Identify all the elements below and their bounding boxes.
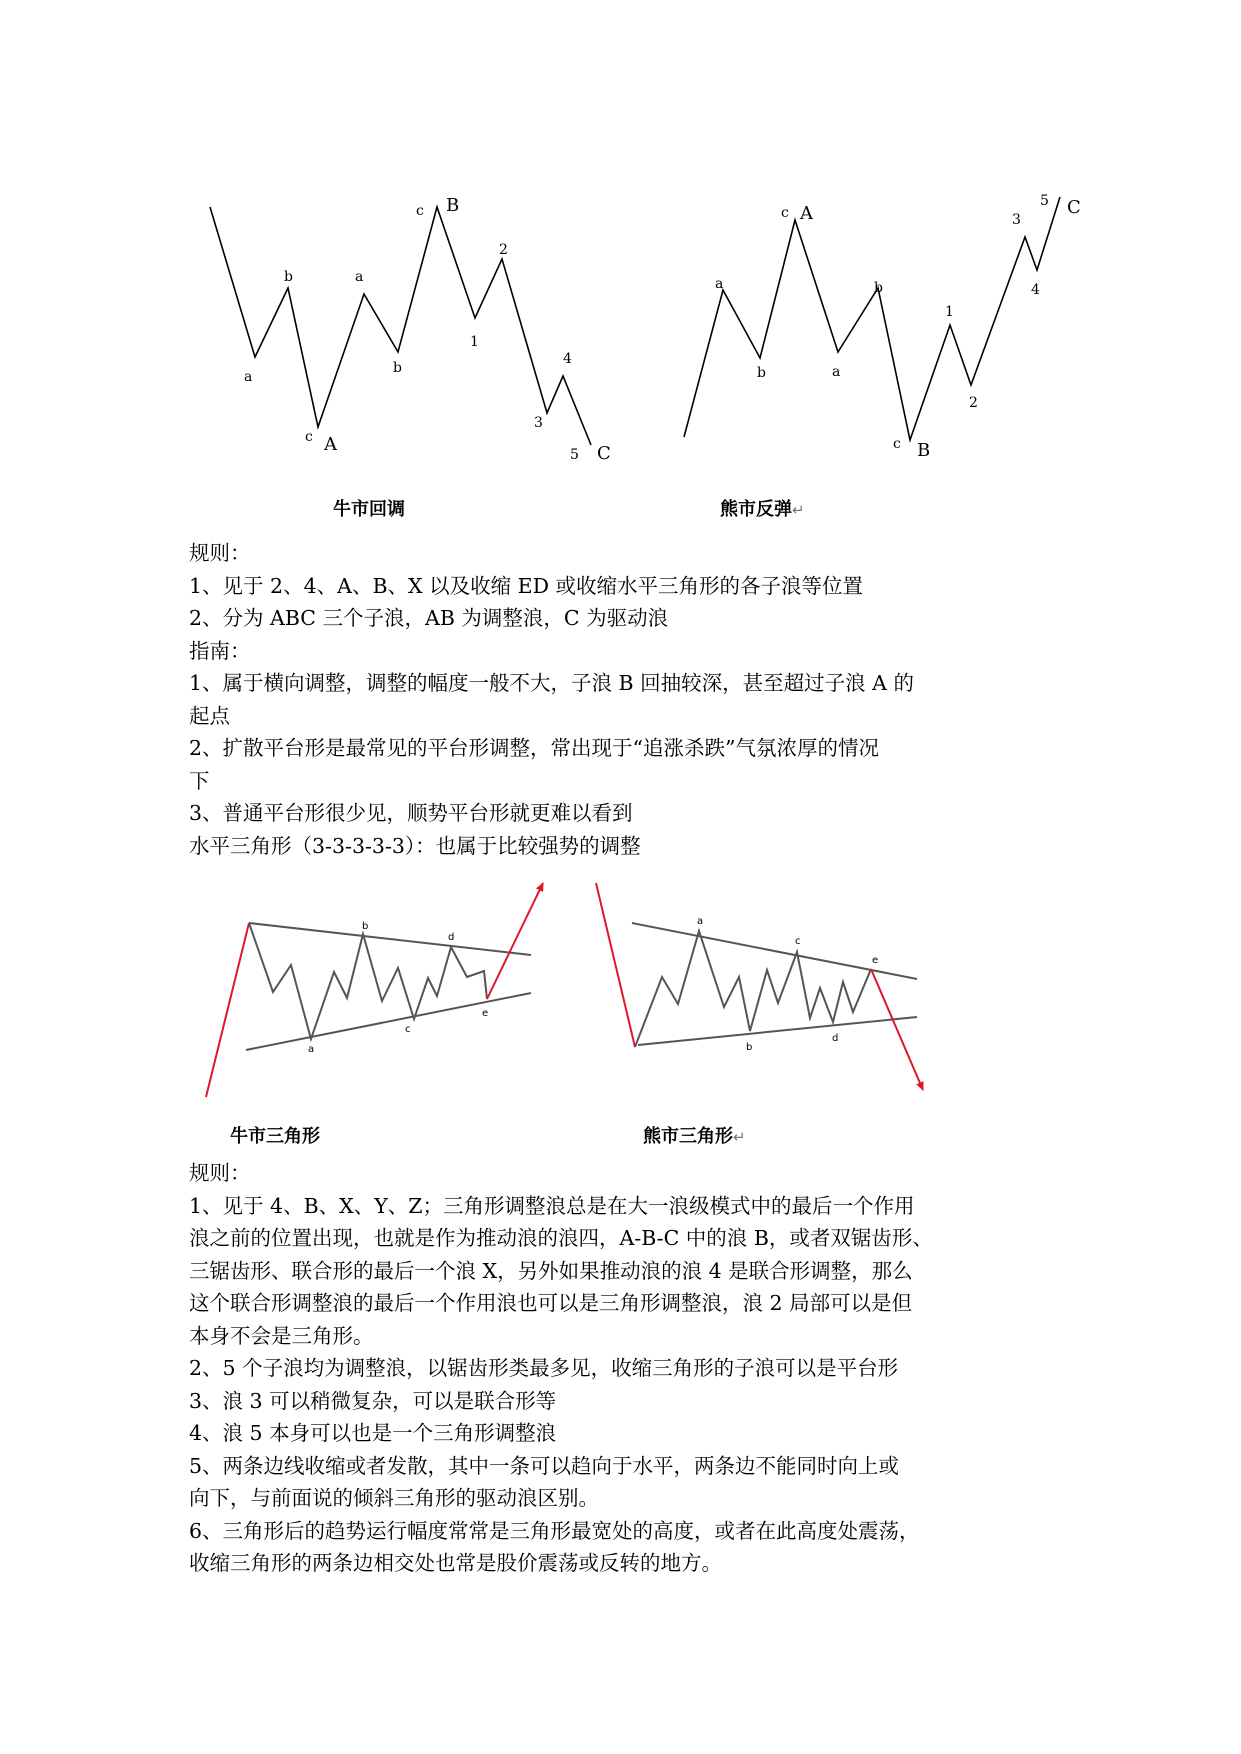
label-a2: a <box>832 364 841 380</box>
label-w1: 1 <box>945 304 954 320</box>
rule-line: 收缩三角形的两条边相交处也常是股价震荡或反转的地方。 <box>189 1551 722 1575</box>
guide-title: 指南： <box>189 638 251 663</box>
triangle-heading: 水平三角形（3-3-3-3-3）：也属于比较强势的调整 <box>189 833 641 858</box>
label-w3: 3 <box>1012 212 1021 228</box>
label-c-A-A: A <box>800 203 813 224</box>
label-b1: b <box>284 269 293 285</box>
rule-line: 浪之前的位置出现，也就是作为推动浪的浪四，A-B-C 中的浪 B，或者双锯齿形、 <box>189 1226 933 1250</box>
label-a: a <box>308 1044 315 1055</box>
label-c: c <box>405 1024 411 1035</box>
label-a1: a <box>715 276 724 292</box>
label-wC: C <box>597 443 611 464</box>
return-mark: ↵ <box>792 501 805 519</box>
rule-line: 向下，与前面说的倾斜三角形的驱动浪区别。 <box>189 1486 599 1510</box>
label-e: e <box>482 1008 489 1019</box>
label-c: c <box>795 936 801 947</box>
guide-line: 1、属于横向调整，调整的幅度一般不大，子浪 B 回抽较深，甚至超过子浪 A 的 <box>189 671 914 695</box>
label-c-B-c: c <box>416 203 424 219</box>
rule-line: 本身不会是三角形。 <box>189 1323 374 1348</box>
bull-lower-boundary <box>246 993 531 1050</box>
bull-trend-line <box>206 923 249 1097</box>
bull-upper-boundary <box>249 923 531 955</box>
rule-line: 5、两条边线收缩或者发散，其中一条可以趋向于水平，两条边不能同时向上或 <box>189 1453 900 1478</box>
label-c-A-A: A <box>324 434 337 455</box>
rule-line: 三锯齿形、联合形的最后一个浪 X，另外如果推动浪的浪 4 是联合形调整，那么 <box>189 1258 913 1283</box>
label-w5: 5 <box>570 447 579 463</box>
rules-title: 规则： <box>189 1161 251 1185</box>
bear-lower-boundary <box>638 1017 917 1045</box>
label-w3: 3 <box>534 415 543 431</box>
rule-line: 这个联合形调整浪的最后一个作用浪也可以是三角形调整浪，浪 2 局部可以是但 <box>189 1291 913 1315</box>
label-w4: 4 <box>563 351 572 367</box>
guide-line: 2、扩散平台形是最常见的平台形调整，常出现于“追涨杀跌”气氛浓厚的情况 <box>189 736 880 760</box>
label-a1: a <box>244 369 253 385</box>
label-b2: b <box>874 280 883 296</box>
bear-rally-caption: 熊市反弹 <box>720 499 792 520</box>
bear-upper-boundary <box>632 923 917 979</box>
label-b: b <box>746 1042 753 1053</box>
label-w4: 4 <box>1031 282 1040 298</box>
rule-line: 1、见于 2、4、A、B、X 以及收缩 ED 或收缩水平三角形的各子浪等位置 <box>189 573 864 598</box>
label-b2: b <box>393 360 402 376</box>
rule-line: 2、5 个子浪均为调整浪，以锯齿形类最多见，收缩三角形的子浪可以是平台形 <box>189 1356 899 1380</box>
label-wC: C <box>1067 197 1081 218</box>
label-b: b <box>362 921 369 932</box>
bull-correction-caption: 牛市回调 <box>333 499 405 520</box>
label-e: e <box>872 955 879 966</box>
rule-line: 1、见于 4、B、X、Y、Z；三角形调整浪总是在大一浪级模式中的最后一个作用 <box>189 1193 915 1218</box>
label-a: a <box>697 916 704 927</box>
label-c-A-c: c <box>305 429 313 445</box>
label-w2: 2 <box>969 395 978 411</box>
rule-line: 2、分为 ABC 三个子浪，AB 为调整浪，C 为驱动浪 <box>189 606 669 630</box>
bear-triangle-caption-wrap <box>643 1122 746 1148</box>
label-a2: a <box>355 269 364 285</box>
rule-line: 4、浪 5 本身可以也是一个三角形调整浪 <box>189 1421 557 1445</box>
bull-breakout-arrow <box>487 883 543 999</box>
label-c-A-c: c <box>781 205 789 221</box>
label-w5: 5 <box>1040 193 1049 209</box>
label-w1: 1 <box>470 334 479 350</box>
label-b1: b <box>757 365 766 381</box>
label-w2: 2 <box>499 242 508 258</box>
rule-line: 3、浪 3 可以稍微复杂，可以是联合形等 <box>189 1388 557 1413</box>
bull-triangle-caption: 牛市三角形 <box>230 1126 320 1147</box>
bear-triangle-wave <box>635 931 871 1047</box>
guide-line: 3、普通平台形很少见，顺势平台形就更难以看到 <box>189 801 633 825</box>
bear-triangle-caption: 熊市三角形 <box>643 1126 733 1147</box>
label-c-B-B: B <box>446 195 460 216</box>
return-mark: ↵ <box>733 1128 746 1146</box>
rules-title: 规则： <box>189 541 251 565</box>
bear-breakout-arrow <box>871 969 923 1090</box>
label-d: d <box>832 1033 839 1044</box>
label-c-B-B: B <box>917 440 931 461</box>
rule-line: 6、三角形后的趋势运行幅度常常是三角形最宽处的高度，或者在此高度处震荡， <box>189 1518 920 1543</box>
guide-line: 起点 <box>189 703 230 728</box>
bear-trend-line <box>596 883 635 1047</box>
guide-line: 下 <box>189 768 210 793</box>
label-c-B-c: c <box>893 436 901 452</box>
label-d: d <box>448 932 455 943</box>
section2-text <box>189 1157 1069 1580</box>
